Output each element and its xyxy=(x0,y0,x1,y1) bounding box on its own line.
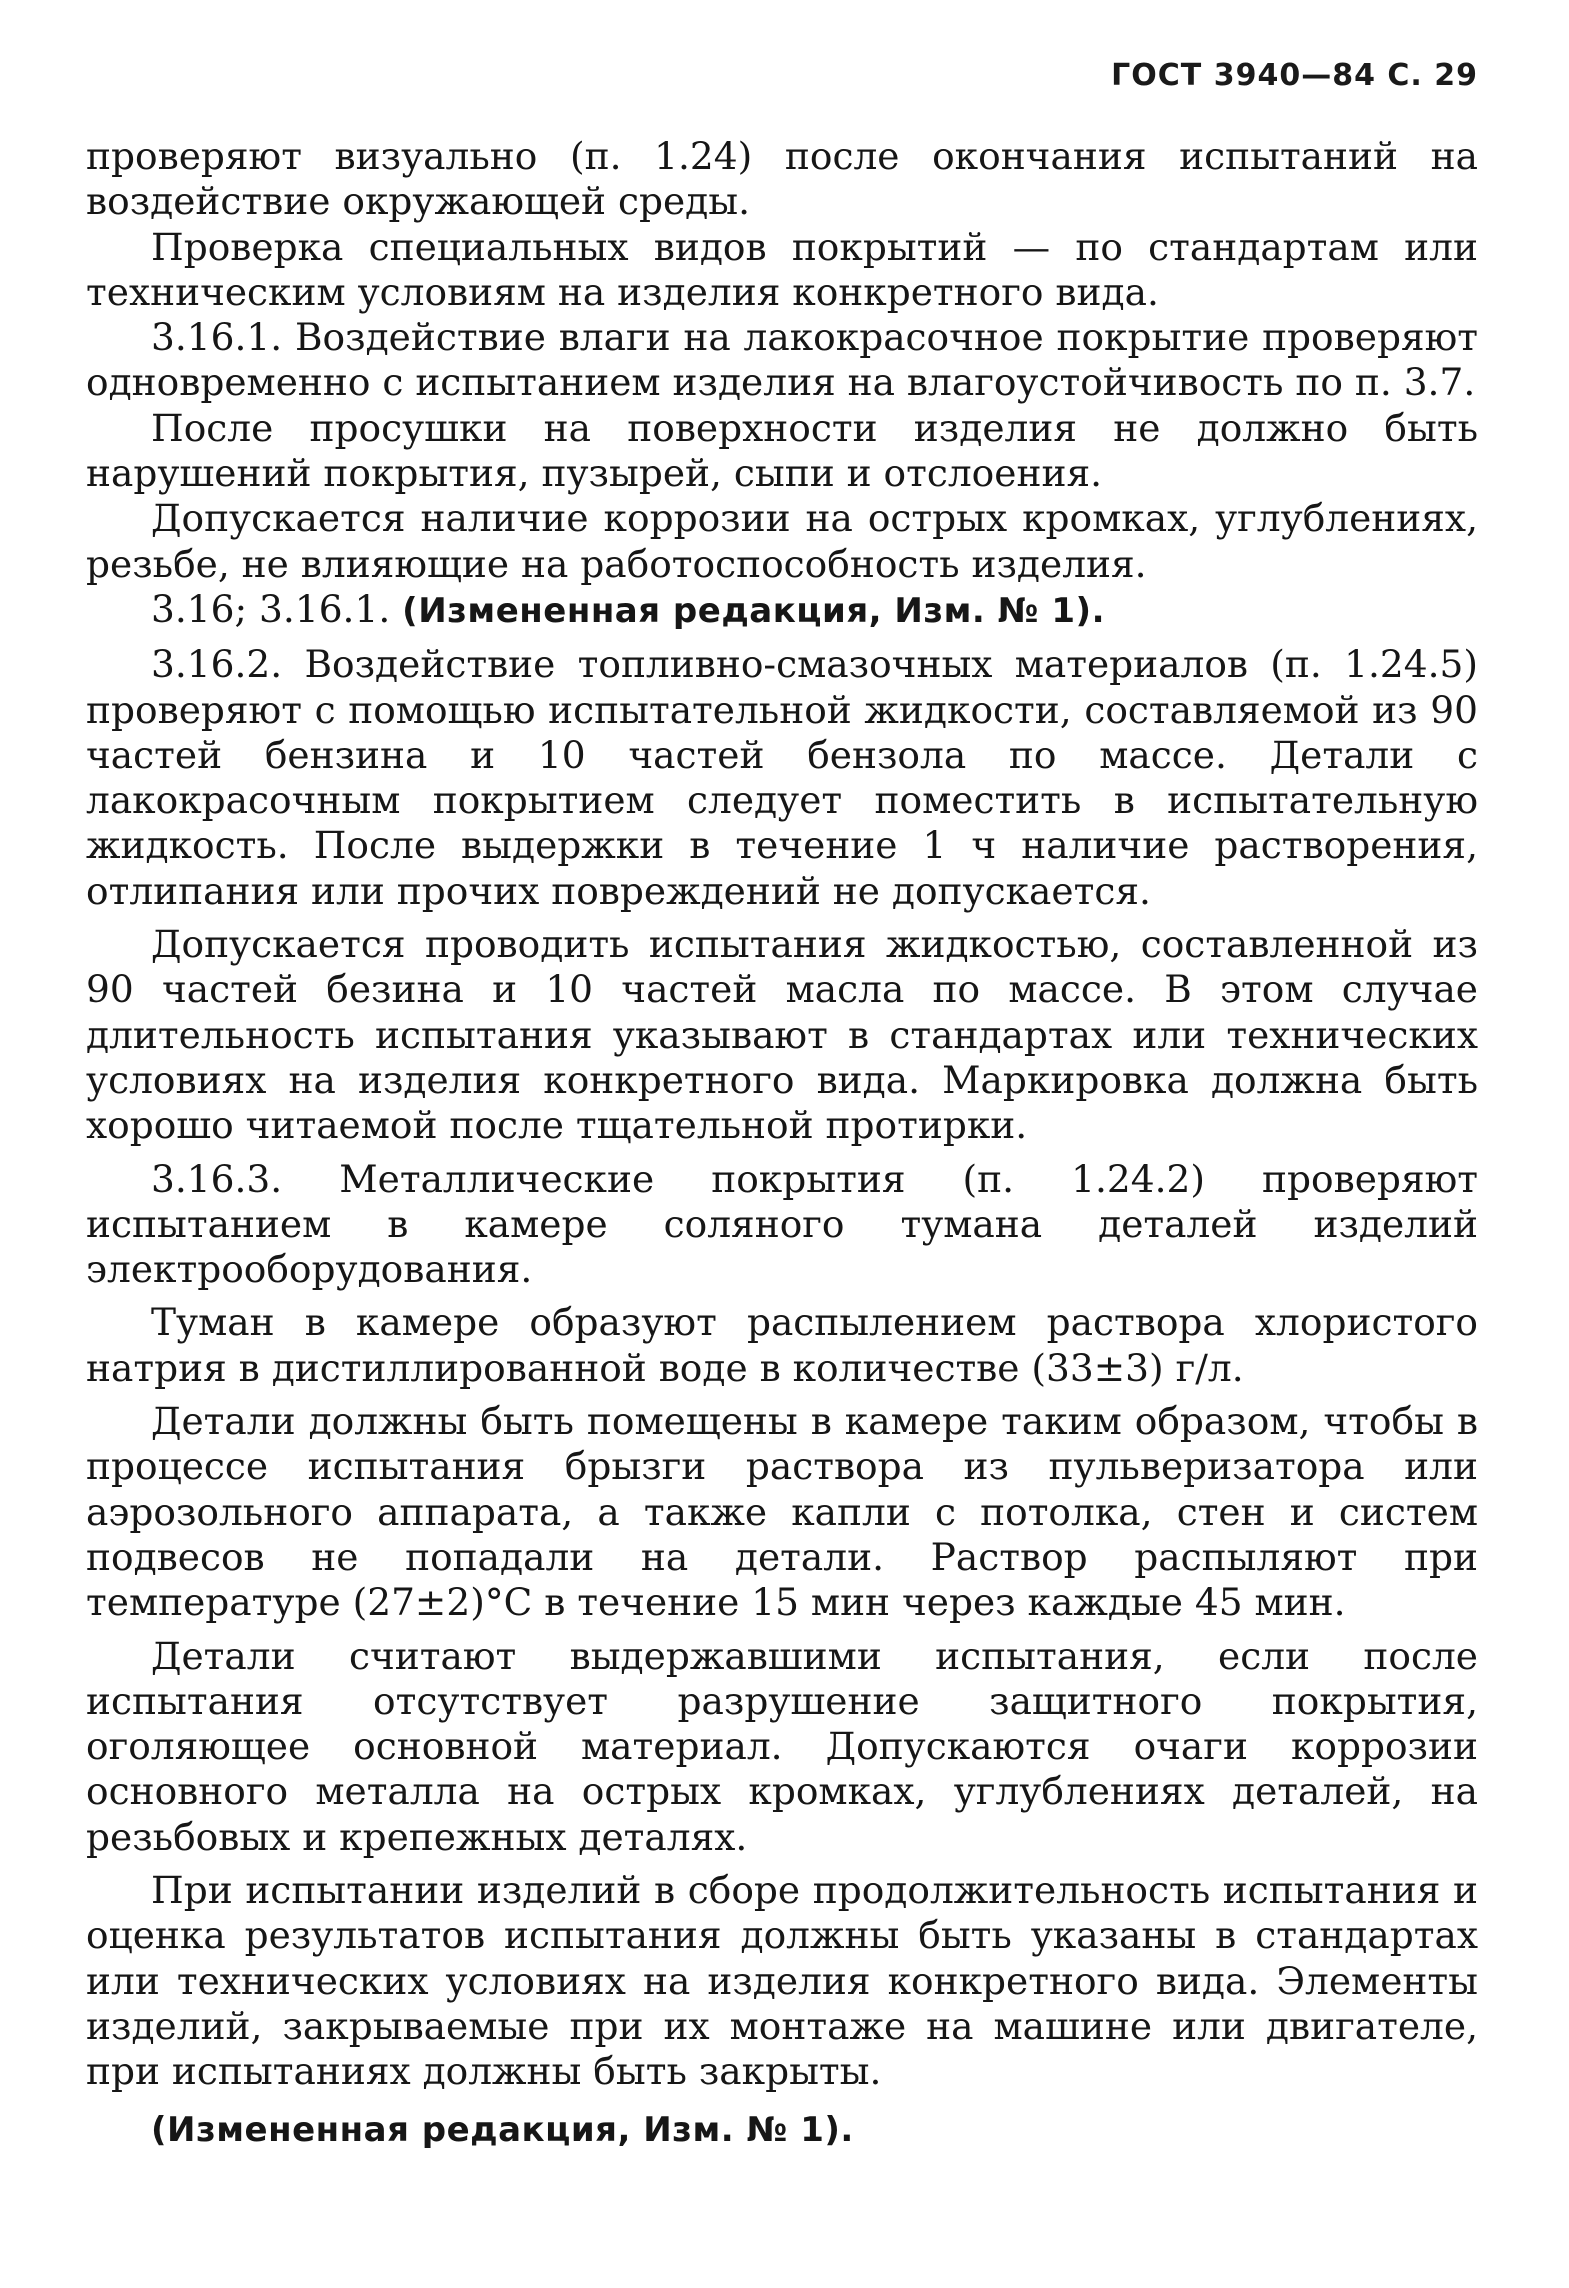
document-body xyxy=(86,134,1478,2154)
paragraph-test-pass-criteria: Детали считают выдержавшими испытания, если после испытания отсутствует разрушение защитного покрытия, оголяющее основной материал. Допускаются очаги коррозии основного металла на острых кромках, углублениях деталей, на резьбовых и крепежных деталях. xyxy=(86,1633,1478,1859)
amendment-label-final: (Измененная редакция, Изм. № 1). xyxy=(151,2110,854,2151)
amendment-label: (Измененная редакция, Изм. № 1). xyxy=(402,590,1106,631)
paragraph-assembly-testing: При испытании изделий в сборе продолжительность испытания и оценка результатов испытания должны быть указаны в стандартах или технических условиях на изделия конкретного вида. Элементы изделий, закрываемые при их монтаже на машине или двигателе, при испытаниях должны быть закрыты. xyxy=(86,1867,1478,2094)
paragraph-3-16-1: 3.16.1. Воздействие влаги на лакокрасочное покрытие проверяют одновременно с испытанием изделия на влагоустойчивость по п. 3.7. xyxy=(86,315,1478,405)
page-header xyxy=(86,56,1478,134)
document-page xyxy=(86,56,1478,2154)
standard-page-reference: ГОСТ 3940—84 С. 29 xyxy=(1111,58,1478,93)
paragraph-3-16-3: 3.16.3. Металлические покрытия (п. 1.24.2) проверяют испытанием в камере соляного тумана деталей изделий электрооборудования. xyxy=(86,1156,1478,1292)
paragraph-salt-fog: Туман в камере образуют распылением раствора хлористого натрия в дистиллированной воде в количестве (33±3) г/л. xyxy=(86,1300,1478,1390)
paragraph-corrosion-allowed: Допускается наличие коррозии на острых кромках, углублениях, резьбе, не влияющие на работоспособность изделия. xyxy=(86,496,1478,586)
paragraph-3-16-2: 3.16.2. Воздействие топливно-смазочных материалов (п. 1.24.5) проверяют с помощью испытательной жидкости, составляемой из 90 частей бензина и 10 частей бензола по массе. Детали с лакокрасочным покрытием следует поместить в испытательную жидкость. После выдержки в течение 1 ч наличие растворения, отлипания или прочих повреждений не допускается. xyxy=(86,642,1478,913)
paragraph-visual-check: проверяют визуально (п. 1.24) после окончания испытаний на воздействие окружающей среды. xyxy=(86,134,1478,224)
amendment-note-final xyxy=(86,2106,1478,2153)
paragraph-alt-test-liquid: Допускается проводить испытания жидкостью, составленной из 90 частей безина и 10 частей масла по массе. В этом случае длительность испытания указывают в стандартах или технических условиях на изделия конкретного вида. Маркировка должна быть хорошо читаемой после тщательной протирки. xyxy=(86,922,1478,1148)
amendment-note-3-16 xyxy=(86,587,1478,634)
paragraph-after-drying: После просушки на поверхности изделия не должно быть нарушений покрытия, пузырей, сыпи и отслоения. xyxy=(86,405,1478,496)
amendment-ref: 3.16; 3.16.1. xyxy=(151,586,403,631)
paragraph-parts-placement: Детали должны быть помещены в камере таким образом, чтобы в процессе испытания брызги раствора из пульверизатора или аэрозольного аппарата, а также капли с потолка, стен и систем подвесов не попадали на детали. Раствор распыляют при температуре (27±2)°С в течение 15 мин через каждые 45 мин. xyxy=(86,1399,1478,1625)
paragraph-special-coatings: Проверка специальных видов покрытий — по стандартам или техническим условиям на изделия конкретного вида. xyxy=(86,224,1478,314)
